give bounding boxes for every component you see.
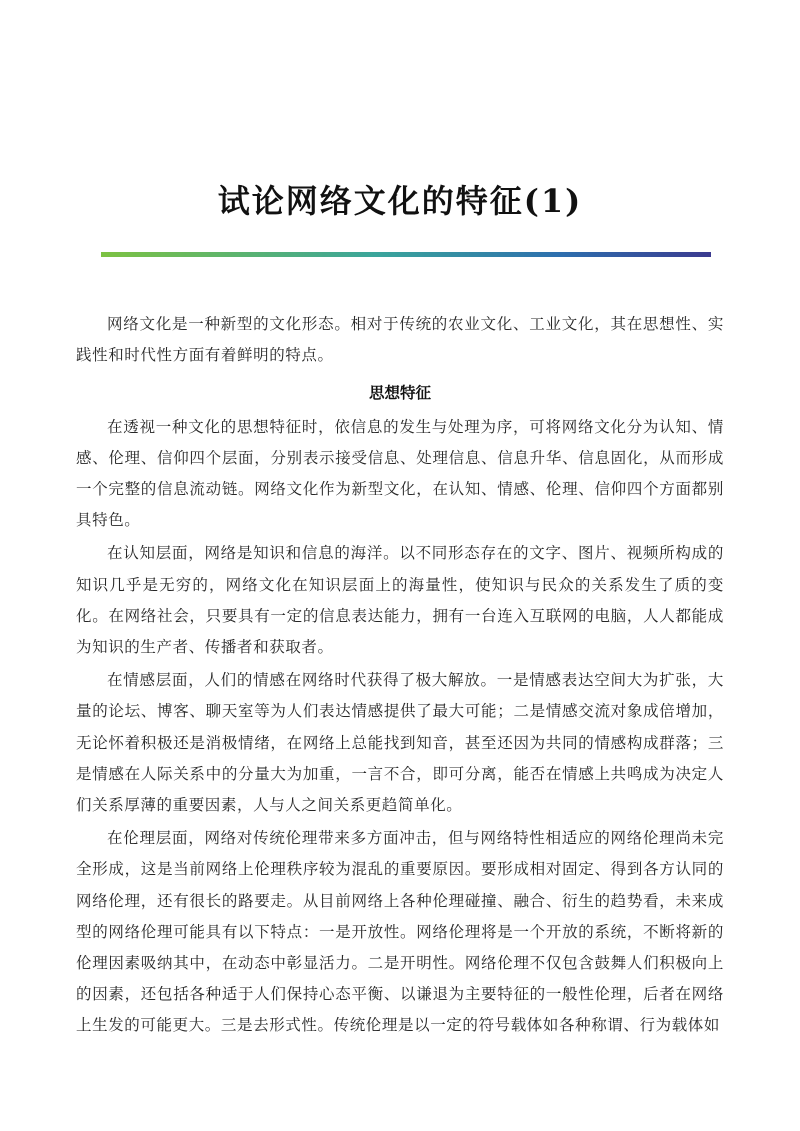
document-title: 试论网络文化的特征(1) — [217, 182, 583, 221]
title-divider — [101, 252, 711, 257]
section-heading: 思想特征 — [368, 383, 431, 403]
body-paragraph: 在伦理层面，网络对传统伦理带来多方面冲击，但与网络特性相适应的网络伦理尚未完全形成，这是当前网络上伦理秩序较为混乱的重要原因。要形成相对固定、得到各方认同的网络伦理，还有很长的路要走。从目前网络上各种伦理碰撞、融合、衍生的趋势看，未来成型的网络伦理可能具有以下特点：一是开放性。网络伦理将是一个开放的系统，不断将新的伦理因素吸纳其中，在动态中彰显活力。二是开明性。网络伦理不仅包含鼓舞人们积极向上的因素，还包括各种适于人们保持心态平衡、以谦退为主要特征的一般性伦理，后者在网络上生发的可能更大。三是去形式性。传统伦理是以一定的符号载体如各种称谓、行为载体如 — [76, 829, 724, 1035]
intro-paragraph: 网络文化是一种新型的文化形态。相对于传统的农业文化、工业文化，其在思想性、实践性和时代性方面有着鲜明的特点。 — [76, 315, 724, 365]
document-body — [76, 309, 724, 1042]
body-paragraph: 在认知层面，网络是知识和信息的海洋。以不同形态存在的文字、图片、视频所构成的知识几乎是无穷的，网络文化在知识层面上的海量性，使知识与民众的关系发生了质的变化。在网络社会，只要具有一定的信息表达能力，拥有一台连入互联网的电脑，人人都能成为知识的生产者、传播者和获取者。 — [76, 544, 724, 657]
body-paragraph: 在情感层面，人们的情感在网络时代获得了极大解放。一是情感表达空间大为扩张，大量的论坛、博客、聊天室等为人们表达情感提供了最大可能；二是情感交流对象成倍增加，无论怀着积极还是消极情绪，在网络上总能找到知音，甚至还因为共同的情感构成群落；三是情感在人际关系中的分量大为加重，一言不合，即可分离，能否在情感上共鸣成为决定人们关系厚薄的重要因素，人与人之间关系更趋简单化。 — [76, 671, 724, 815]
body-paragraph: 在透视一种文化的思想特征时，依信息的发生与处理为序，可将网络文化分为认知、情感、伦理、信仰四个层面，分别表示接受信息、处理信息、信息升华、信息固化，从而形成一个完整的信息流动链。网络文化作为新型文化，在认知、情感、伦理、信仰四个方面都别具特色。 — [76, 417, 724, 530]
